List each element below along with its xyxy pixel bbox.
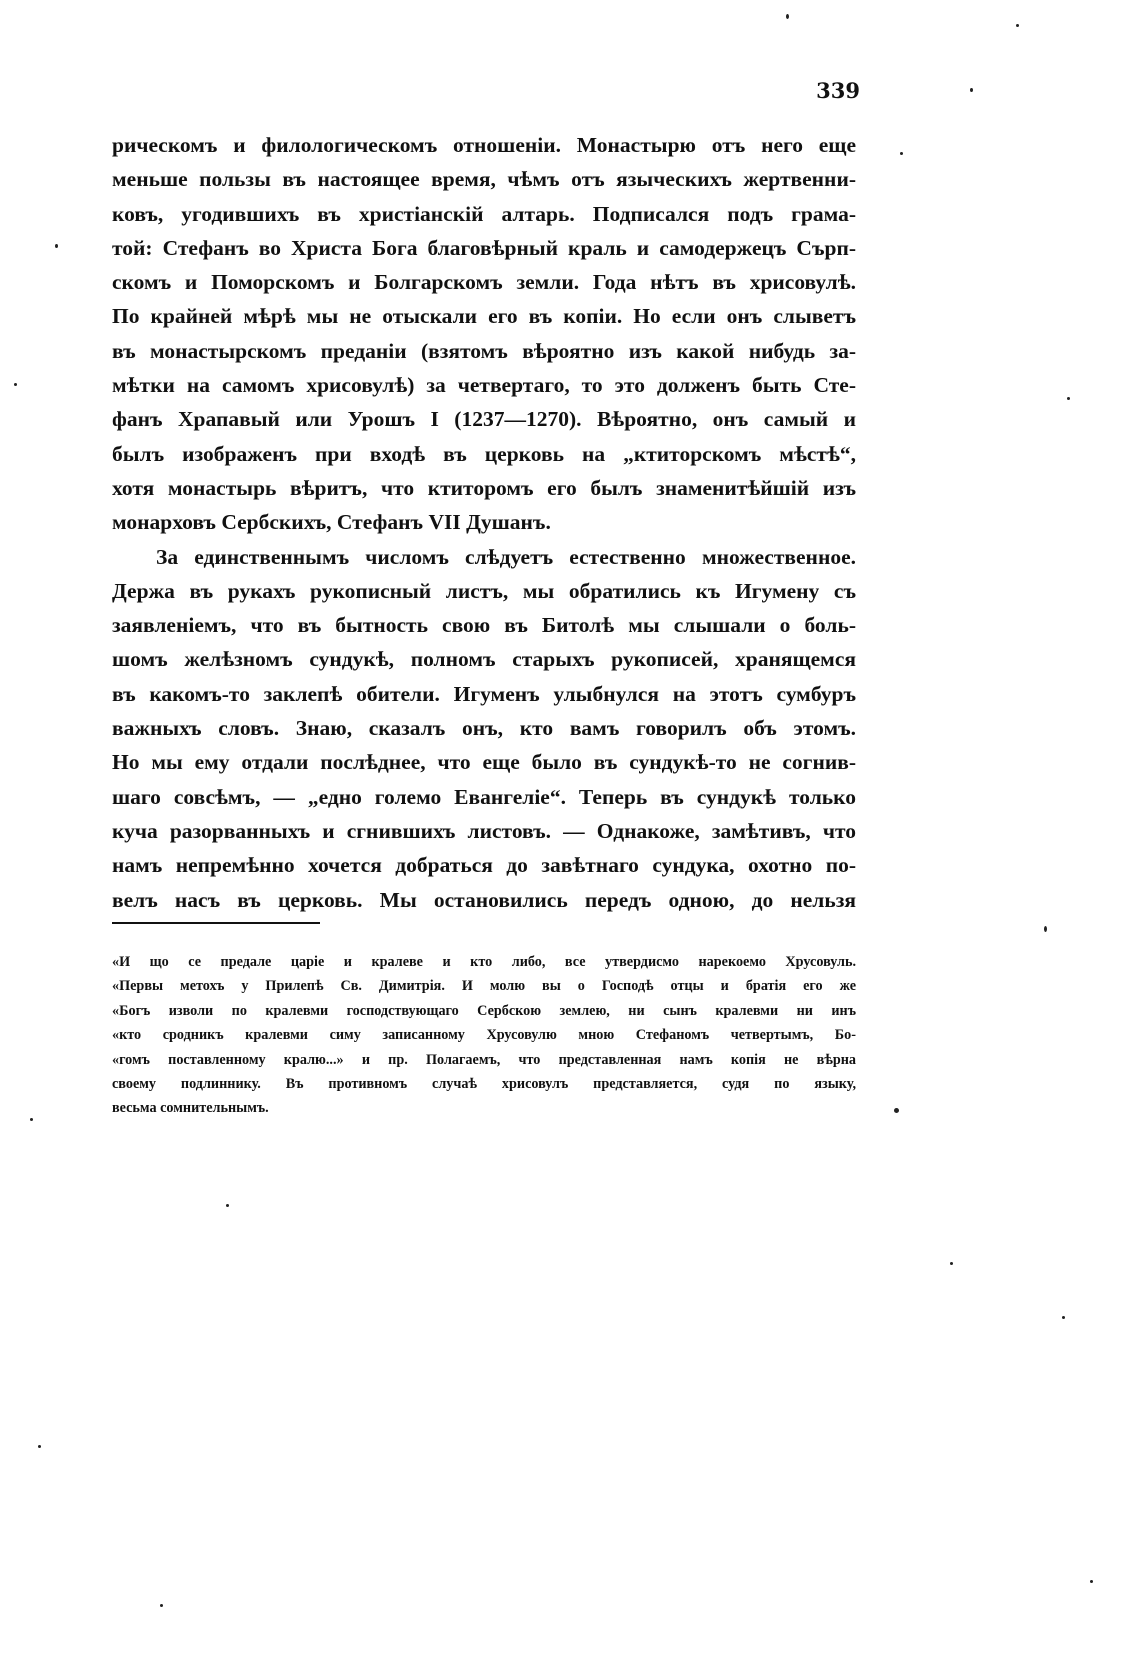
text-line: важныхъ словъ. Знаю, сказалъ онъ, кто вамъ говорилъ объ этомъ. xyxy=(112,716,856,741)
scan-speck xyxy=(950,1262,953,1265)
scan-speck xyxy=(1016,24,1019,27)
scan-speck xyxy=(14,383,17,386)
scan-speck xyxy=(1062,1316,1065,1319)
main-text xyxy=(112,128,856,917)
paragraph-2 xyxy=(112,540,856,917)
text-line: фанъ Храпавый или Урошъ I (1237—1270). Вѣроятно, онъ самый и xyxy=(112,407,856,432)
text-line: заявленiемъ, что въ бытность свою въ Битолѣ мы слышали о боль- xyxy=(112,613,856,638)
text-line: По крайней мѣрѣ мы не отыскали его въ копiи. Но если онъ слыветъ xyxy=(112,304,856,329)
scan-speck xyxy=(30,1118,33,1121)
text-line: былъ изображенъ при входѣ въ церковь на „ктиторскомъ мѣстѣ“, xyxy=(112,441,856,466)
scan-speck xyxy=(894,1108,899,1113)
text-line: велъ насъ въ церковь. Мы остановились передъ одною, до нельзя xyxy=(112,887,856,912)
footnote-line: «Богъ изволи по кралевми господствующаго Сербскою землею, ни сынъ кралевми ни инъ xyxy=(112,1002,856,1019)
text-line: той: Стефанъ во Христа Бога благовѣрный краль и самодержецъ Сърп- xyxy=(112,235,856,260)
footnote-line: весьма сомнительнымъ. xyxy=(112,1100,269,1117)
scan-speck xyxy=(970,88,973,92)
page-number: 339 xyxy=(816,78,860,103)
text-line: рическомъ и филологическомъ отношенiи. Монастырю отъ него еще xyxy=(112,133,856,157)
text-line: меньше пользы въ настоящее время, чѣмъ отъ языческихъ жертвенни- xyxy=(112,167,856,192)
footnote xyxy=(112,950,856,1121)
scan-speck xyxy=(1090,1580,1093,1583)
scan-speck xyxy=(1067,397,1070,400)
text-line: въ какомъ-то заклепѣ обители. Игуменъ улыбнулся на этотъ сумбуръ xyxy=(112,681,856,706)
text-line: скомъ и Поморскомъ и Болгарскомъ земли. Года нѣтъ въ хрисовулѣ. xyxy=(112,270,856,295)
text-line: Держа въ рукахъ рукописный листъ, мы обратились къ Игумену съ xyxy=(112,578,856,603)
scan-speck xyxy=(1044,926,1047,932)
scan-speck xyxy=(38,1445,41,1448)
scan-speck xyxy=(55,244,58,248)
text-line: намъ непремѣнно хочется добраться до завѣтнаго сундука, охотно по- xyxy=(112,853,856,878)
paragraph-1 xyxy=(112,128,856,540)
text-line: шомъ желѣзномъ сундукѣ, полномъ старыхъ рукописей, хранящемся xyxy=(112,647,856,672)
text-line: хотя монастырь вѣритъ, что ктиторомъ его былъ знаменитѣйшiй изъ xyxy=(112,475,856,500)
scan-speck xyxy=(226,1204,229,1207)
footnote-line: «кто сродникъ кралевми симу записанному Хрусовулю мною Стефаномъ четвертымъ, Бо- xyxy=(112,1027,856,1044)
footnote-divider xyxy=(112,922,320,924)
text-line: монарховъ Сербскихъ, Стефанъ VII Душанъ. xyxy=(112,510,551,535)
text-line: За единственнымъ числомъ слѣдуетъ естественно множественное. xyxy=(156,544,856,569)
text-line: Но мы ему отдали послѣднее, что еще было въ сундукѣ-то не согнив- xyxy=(112,750,856,775)
text-line: шаго совсѣмъ, — „едно големо Евангелiе“. Теперь въ сундукѣ только xyxy=(112,784,856,809)
text-line: ковъ, угодившихъ въ христiанскiй алтарь. Подписался подъ грама- xyxy=(112,201,856,226)
scan-speck xyxy=(160,1604,163,1607)
footnote-line: «гомъ поставленному кралю...» и пр. Полагаемъ, что представленная намъ копiя не вѣрна xyxy=(112,1051,856,1068)
footnote-line: своему подлиннику. Въ противномъ случаѣ хрисовулъ представляется, судя по языку, xyxy=(112,1075,856,1092)
footnote-line: «И що се предале царiе и кралеве и кто либо, все утвердисмо нарекоемо Хрусовуль. xyxy=(112,954,856,970)
scan-speck xyxy=(900,152,903,155)
text-line: мѣтки на самомъ хрисовулѣ) за четвертаго, то это долженъ быть Сте- xyxy=(112,373,856,398)
text-line: въ монастырскомъ преданiи (взятомъ вѣроятно изъ какой нибудь за- xyxy=(112,338,856,363)
text-line: куча разорванныхъ и сгнившихъ листовъ. — Однакоже, замѣтивъ, что xyxy=(112,818,856,843)
scan-speck xyxy=(786,14,789,19)
footnote-line: «Первы метохъ у Прилепѣ Св. Димитрiя. И молю вы о Господѣ отцы и братiя его же xyxy=(112,978,856,995)
